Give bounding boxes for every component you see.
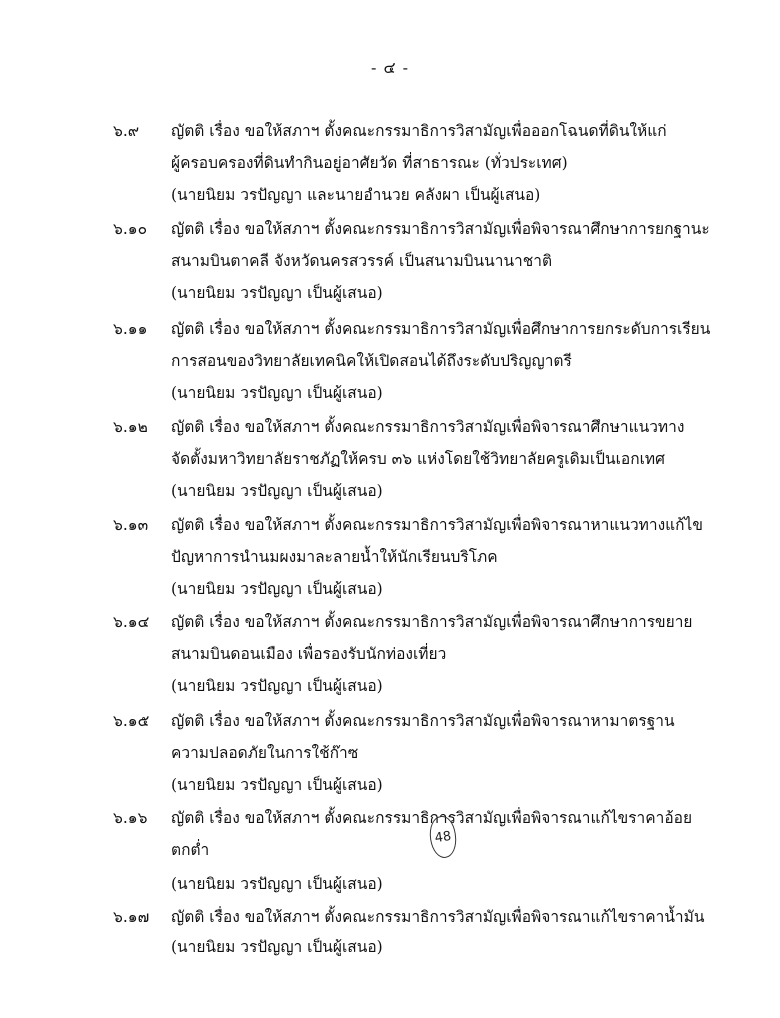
item-line: ญัตติ เรื่อง ขอให้สภาฯ ตั้งคณะกรรมาธิการวิสามัญเพื่อพิจารณาหาแนวทางแก้ไข (171, 516, 703, 534)
item-line: ญัตติ เรื่อง ขอให้สภาฯ ตั้งคณะกรรมาธิการวิสามัญเพื่อพิจารณาแก้ไขราคาอ้อย (171, 809, 693, 827)
item-proposer: (นายนิยม วรปัญญา เป็นผู้เสนอ) (171, 938, 383, 956)
item-line: ญัตติ เรื่อง ขอให้สภาฯ ตั้งคณะกรรมาธิการวิสามัญเพื่อพิจารณาศึกษาการยกฐานะ (171, 220, 710, 238)
item-proposer: (นายนิยม วรปัญญา เป็นผู้เสนอ) (171, 580, 383, 598)
item-line: ความปลอดภัยในการใช้ก๊าซ (171, 744, 359, 762)
item-number: ๖.๑๗ (113, 908, 150, 926)
item-number: ๖.๑๔ (113, 613, 150, 631)
item-proposer: (นายนิยม วรปัญญา เป็นผู้เสนอ) (171, 875, 383, 893)
page-number: - ๔ - (370, 58, 410, 77)
item-line: ปัญหาการนำนมผงมาละลายน้ำให้นักเรียนบริโภค (171, 548, 498, 566)
item-number: ๖.๑๕ (113, 712, 150, 730)
item-number: ๖.๑๑ (113, 320, 148, 338)
item-line: ผู้ครอบครองที่ดินทำกินอยู่อาศัยวัด ที่สาธารณะ (ทั่วประเทศ) (171, 154, 568, 172)
handwritten-page-mark: 48 (427, 814, 459, 859)
item-number: ๖.๑๖ (113, 809, 148, 827)
item-line: สนามบินดอนเมือง เพื่อรองรับนักท่องเที่ยว (171, 645, 447, 663)
item-proposer: (นายนิยม วรปัญญา เป็นผู้เสนอ) (171, 384, 383, 402)
item-line: ญัตติ เรื่อง ขอให้สภาฯ ตั้งคณะกรรมาธิการวิสามัญเพื่อพิจารณาหามาตรฐาน (171, 712, 675, 730)
item-proposer: (นายนิยม วรปัญญา เป็นผู้เสนอ) (171, 677, 383, 695)
item-line: ญัตติ เรื่อง ขอให้สภาฯ ตั้งคณะกรรมาธิการวิสามัญเพื่อพิจารณาศึกษาแนวทาง (171, 418, 685, 436)
item-line: ญัตติ เรื่อง ขอให้สภาฯ ตั้งคณะกรรมาธิการวิสามัญเพื่อพิจารณาแก้ไขราคาน้ำมัน (171, 908, 705, 926)
item-number: ๖.๙ (113, 122, 140, 140)
item-proposer: (นายนิยม วรปัญญา และนายอำนวย คลังผา เป็นผู้เสนอ) (171, 186, 541, 204)
item-proposer: (นายนิยม วรปัญญา เป็นผู้เสนอ) (171, 776, 383, 794)
item-line: ญัตติ เรื่อง ขอให้สภาฯ ตั้งคณะกรรมาธิการวิสามัญเพื่อออกโฉนดที่ดินให้แก่ (171, 122, 667, 140)
item-line: การสอนของวิทยาลัยเทคนิคให้เปิดสอนได้ถึงระดับปริญญาตรี (171, 352, 572, 370)
item-proposer: (นายนิยม วรปัญญา เป็นผู้เสนอ) (171, 284, 383, 302)
item-number: ๖.๑๓ (113, 516, 149, 534)
item-proposer: (นายนิยม วรปัญญา เป็นผู้เสนอ) (171, 482, 383, 500)
item-line: จัดตั้งมหาวิทยาลัยราชภัฏให้ครบ ๓๖ แห่งโดยใช้วิทยาลัยครูเดิมเป็นเอกเทศ (171, 450, 665, 468)
item-number: ๖.๑๐ (113, 220, 148, 238)
item-number: ๖.๑๒ (113, 418, 148, 436)
item-line: สนามบินตาคลี จังหวัดนครสวรรค์ เป็นสนามบินนานาชาติ (171, 252, 553, 270)
item-line: ญัตติ เรื่อง ขอให้สภาฯ ตั้งคณะกรรมาธิการวิสามัญเพื่อพิจารณาศึกษาการขยาย (171, 613, 693, 631)
item-line: ญัตติ เรื่อง ขอให้สภาฯ ตั้งคณะกรรมาธิการวิสามัญเพื่อศึกษาการยกระดับการเรียน (171, 320, 711, 338)
item-line: ตกต่ำ (171, 841, 210, 859)
